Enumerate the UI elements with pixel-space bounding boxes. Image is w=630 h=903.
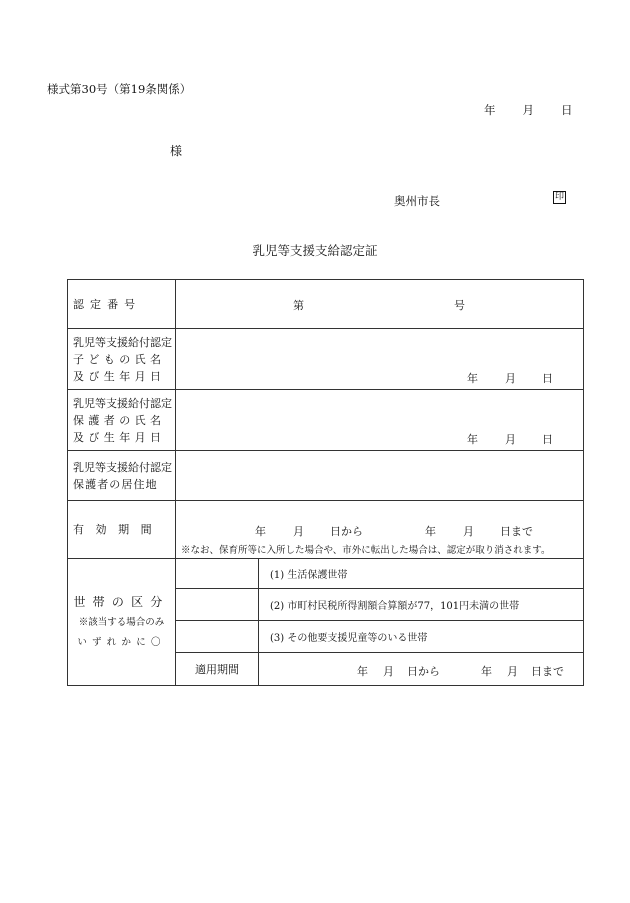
apply-month2: 月 [507,665,518,678]
issue-date [484,102,573,118]
apply-year1: 年 [357,665,368,678]
guardian-label-line2: 保護者の氏名 [73,413,166,427]
validity-note: ※なお、保育所等に入所した場合や、市外に転出した場合は、認定が取り消されます。 [181,545,551,556]
seal-mark: 印 [554,192,564,202]
guardian-label [68,390,176,451]
household-note1: ※該当する場合のみ [78,617,165,628]
address-label [68,451,176,501]
household-option-3: (3) その他要支援児童等のいる世帯 [259,621,584,653]
address-label-line2: 保護者の居住地 [73,477,158,491]
row-validity [68,501,584,559]
issue-date-day: 日 [561,103,573,117]
validity-year1: 年 [255,525,266,538]
child-label-line2: 子どもの氏名 [73,352,166,366]
apply-period-value[interactable] [259,653,584,686]
cert-number-prefix: 第 [293,299,304,312]
household-mark-1[interactable] [176,559,259,589]
validity-day2: 日まで [500,525,533,538]
row-child [68,329,584,390]
household-label [68,559,176,686]
child-label-line1: 乳児等支援給付認定 [73,335,172,349]
apply-day1: 日から [407,665,440,678]
guardian-value[interactable] [176,390,584,451]
validity-label: 有効期間 [68,501,176,559]
cert-number-suffix: 号 [454,299,465,312]
validity-value[interactable] [176,501,584,559]
household-option-2: (2) 市町村民税所得割額合算額が77，101円未満の世帯 [259,589,584,621]
guardian-label-line1: 乳児等支援給付認定 [73,396,172,410]
address-label-line1: 乳児等支援給付認定 [73,460,172,474]
row-cert-number [68,280,584,329]
household-label-main: 世帯の区分 [73,595,170,609]
validity-month1: 月 [293,525,304,538]
child-birth-month: 月 [505,372,516,385]
apply-day2: 日まで [531,665,564,678]
guardian-label-line3: 及び生年月日 [73,430,166,444]
issuer-name: 奥州市長 [394,194,440,208]
certificate-table [67,279,584,686]
apply-year2: 年 [481,665,492,678]
guardian-birth-day: 日 [542,433,553,446]
form-number: 様式第30号（第19条関係） [47,82,192,96]
apply-period-label: 適用期間 [176,653,259,686]
address-value[interactable] [176,451,584,501]
child-label-line3: 及び生年月日 [73,369,166,383]
child-label [68,329,176,390]
household-mark-3[interactable] [176,621,259,653]
document-title: 乳児等支援支給認定証 [252,243,378,258]
row-household-opt1 [68,559,584,589]
guardian-birth-year: 年 [467,433,478,446]
guardian-birth-month: 月 [505,433,516,446]
household-mark-2[interactable] [176,589,259,621]
household-option-1: (1) 生活保護世帯 [259,559,584,589]
apply-month1: 月 [383,665,394,678]
child-value[interactable] [176,329,584,390]
cert-number-label: 認定番号 [68,280,176,329]
row-guardian [68,390,584,451]
validity-month2: 月 [463,525,474,538]
validity-year2: 年 [425,525,436,538]
issue-date-month: 月 [522,103,534,117]
household-note2: いずれかに〇 [77,637,166,648]
issue-date-year: 年 [484,103,496,117]
child-birth-year: 年 [467,372,478,385]
addressee-suffix: 様 [170,144,183,158]
child-birth-day: 日 [542,372,553,385]
cert-number-value[interactable] [176,280,584,329]
row-address [68,451,584,501]
validity-day1: 日から [330,525,363,538]
